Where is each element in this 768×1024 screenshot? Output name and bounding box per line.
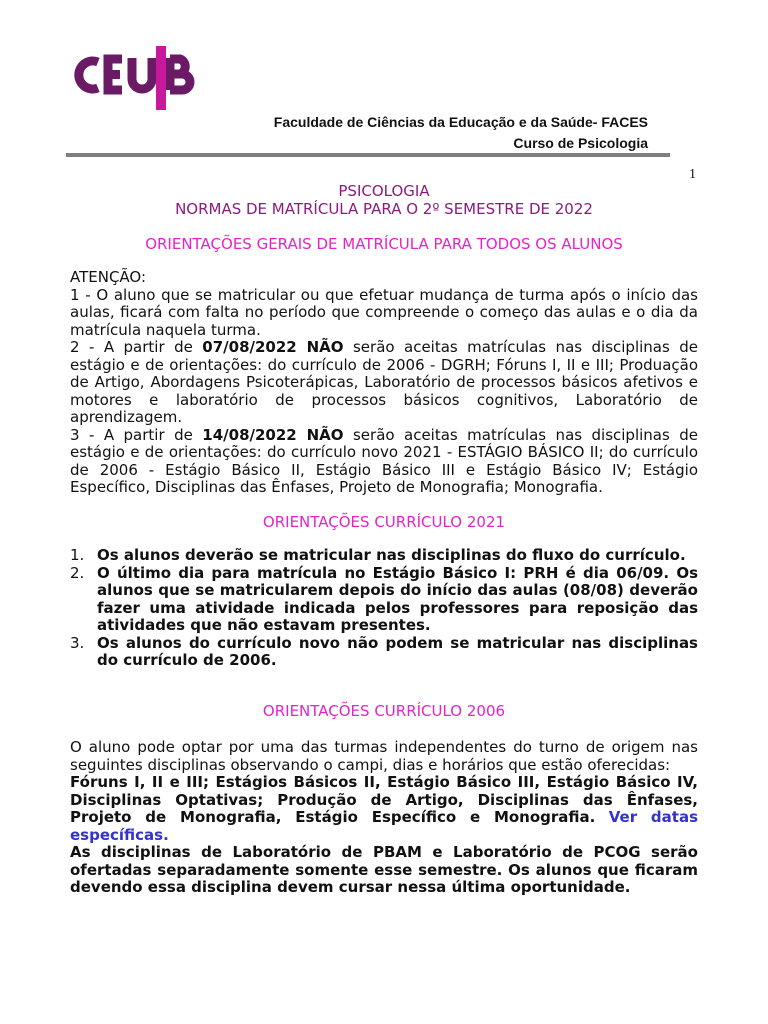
attention-item-2: 2 - A partir de 07/08/2022 NÃO serão aceitas matrículas nas disciplinas de estágio e de orientações: do currículo de 2006 - DGRH; Fóruns I, II e III; Produação de Artigo, Abordagens Psicoterápicas, Laboratório de processos básicos afetivos e motores e laboratório de processos básicos cognitivos, Laboratório de aprendizagem. xyxy=(70,338,698,426)
curriculum-2006-closing: As disciplinas de Laboratório de PBAM e Laboratório de PCOG serão ofertadas separadamente somente esse semestre. Os alunos que ficaram devendo essa disciplina devem cursar nessa última oportunidade. xyxy=(70,843,698,896)
institution-name: Faculdade de Ciências da Educação e da Saúde- FACES xyxy=(273,114,648,130)
ceub-logo xyxy=(68,46,208,110)
curriculum-2021-list xyxy=(70,547,698,670)
view-dates-link[interactable]: Ver datas específicas. xyxy=(70,808,699,844)
doc-title-line1: PSICOLOGIA xyxy=(338,182,430,200)
doc-title-line2: NORMAS DE MATRÍCULA PARA O 2º SEMESTRE DE 2022 xyxy=(175,200,593,218)
attention-label: ATENÇÃO: xyxy=(70,268,147,286)
curriculum-2006-heading: ORIENTAÇÕES CURRÍCULO 2006 xyxy=(262,702,506,720)
header-divider xyxy=(66,153,670,157)
logo-text: CEUB xyxy=(68,46,71,47)
attention-item-1: 1 - O aluno que se matricular ou que efetuar mudança de turma após o início das aulas, ficará com falta no período que compreende o começo das aulas e o dia da matrícula naquela turma. xyxy=(70,285,698,339)
list-item: 1. Os alunos deverão se matricular nas disciplinas do fluxo do currículo. xyxy=(70,546,686,564)
institution-header xyxy=(274,112,648,154)
general-guidelines-heading: ORIENTAÇÕES GERAIS DE MATRÍCULA PARA TODOS OS ALUNOS xyxy=(145,235,623,253)
curriculum-2006-intro: O aluno pode optar por uma das turmas independentes do turno de origem nas seguintes disciplinas observando o campi, dias e horários que estão oferecidas: xyxy=(70,738,698,774)
attention-section xyxy=(70,269,698,497)
page-number: 1 xyxy=(689,167,696,182)
curriculum-2021-heading: ORIENTAÇÕES CURRÍCULO 2021 xyxy=(262,513,506,531)
list-item: 2. O último dia para matrícula no Estágio Básico I: PRH é dia 06/09. Os alunos que se matricularem depois do início das aulas (08/08) deverão fazer uma atividade indicada pelos professores para reposição das atividades que não estavam presentes. xyxy=(70,563,698,634)
curriculum-2006-disciplines: Fóruns I, II e III; Estágios Básicos II, Estágio Básico III, Estágio Básico IV, Disciplinas Optativas; Produção de Artigo, Disciplinas das Ênfases, Projeto de Monografia, Estágio Específico e Monografia. Ver datas específicas. xyxy=(70,773,699,844)
course-name: Curso de Psicologia xyxy=(513,135,648,151)
list-item: 3. Os alunos do currículo novo não podem se matricular nas disciplinas do currículo de 2006. xyxy=(70,633,698,669)
attention-item-3: 3 - A partir de 14/08/2022 NÃO serão aceitas matrículas nas disciplinas de estágio e de orientações: do currículo novo 2021 - ESTÁGIO BÁSICO II; do currículo de 2006 - Estágio Básico II, Estágio Básico III e Estágio Básico IV; Estágio Específico, Disciplinas das Ênfases, Projeto de Monografia; Monografia. xyxy=(70,425,698,496)
curriculum-2006-section xyxy=(70,739,698,897)
